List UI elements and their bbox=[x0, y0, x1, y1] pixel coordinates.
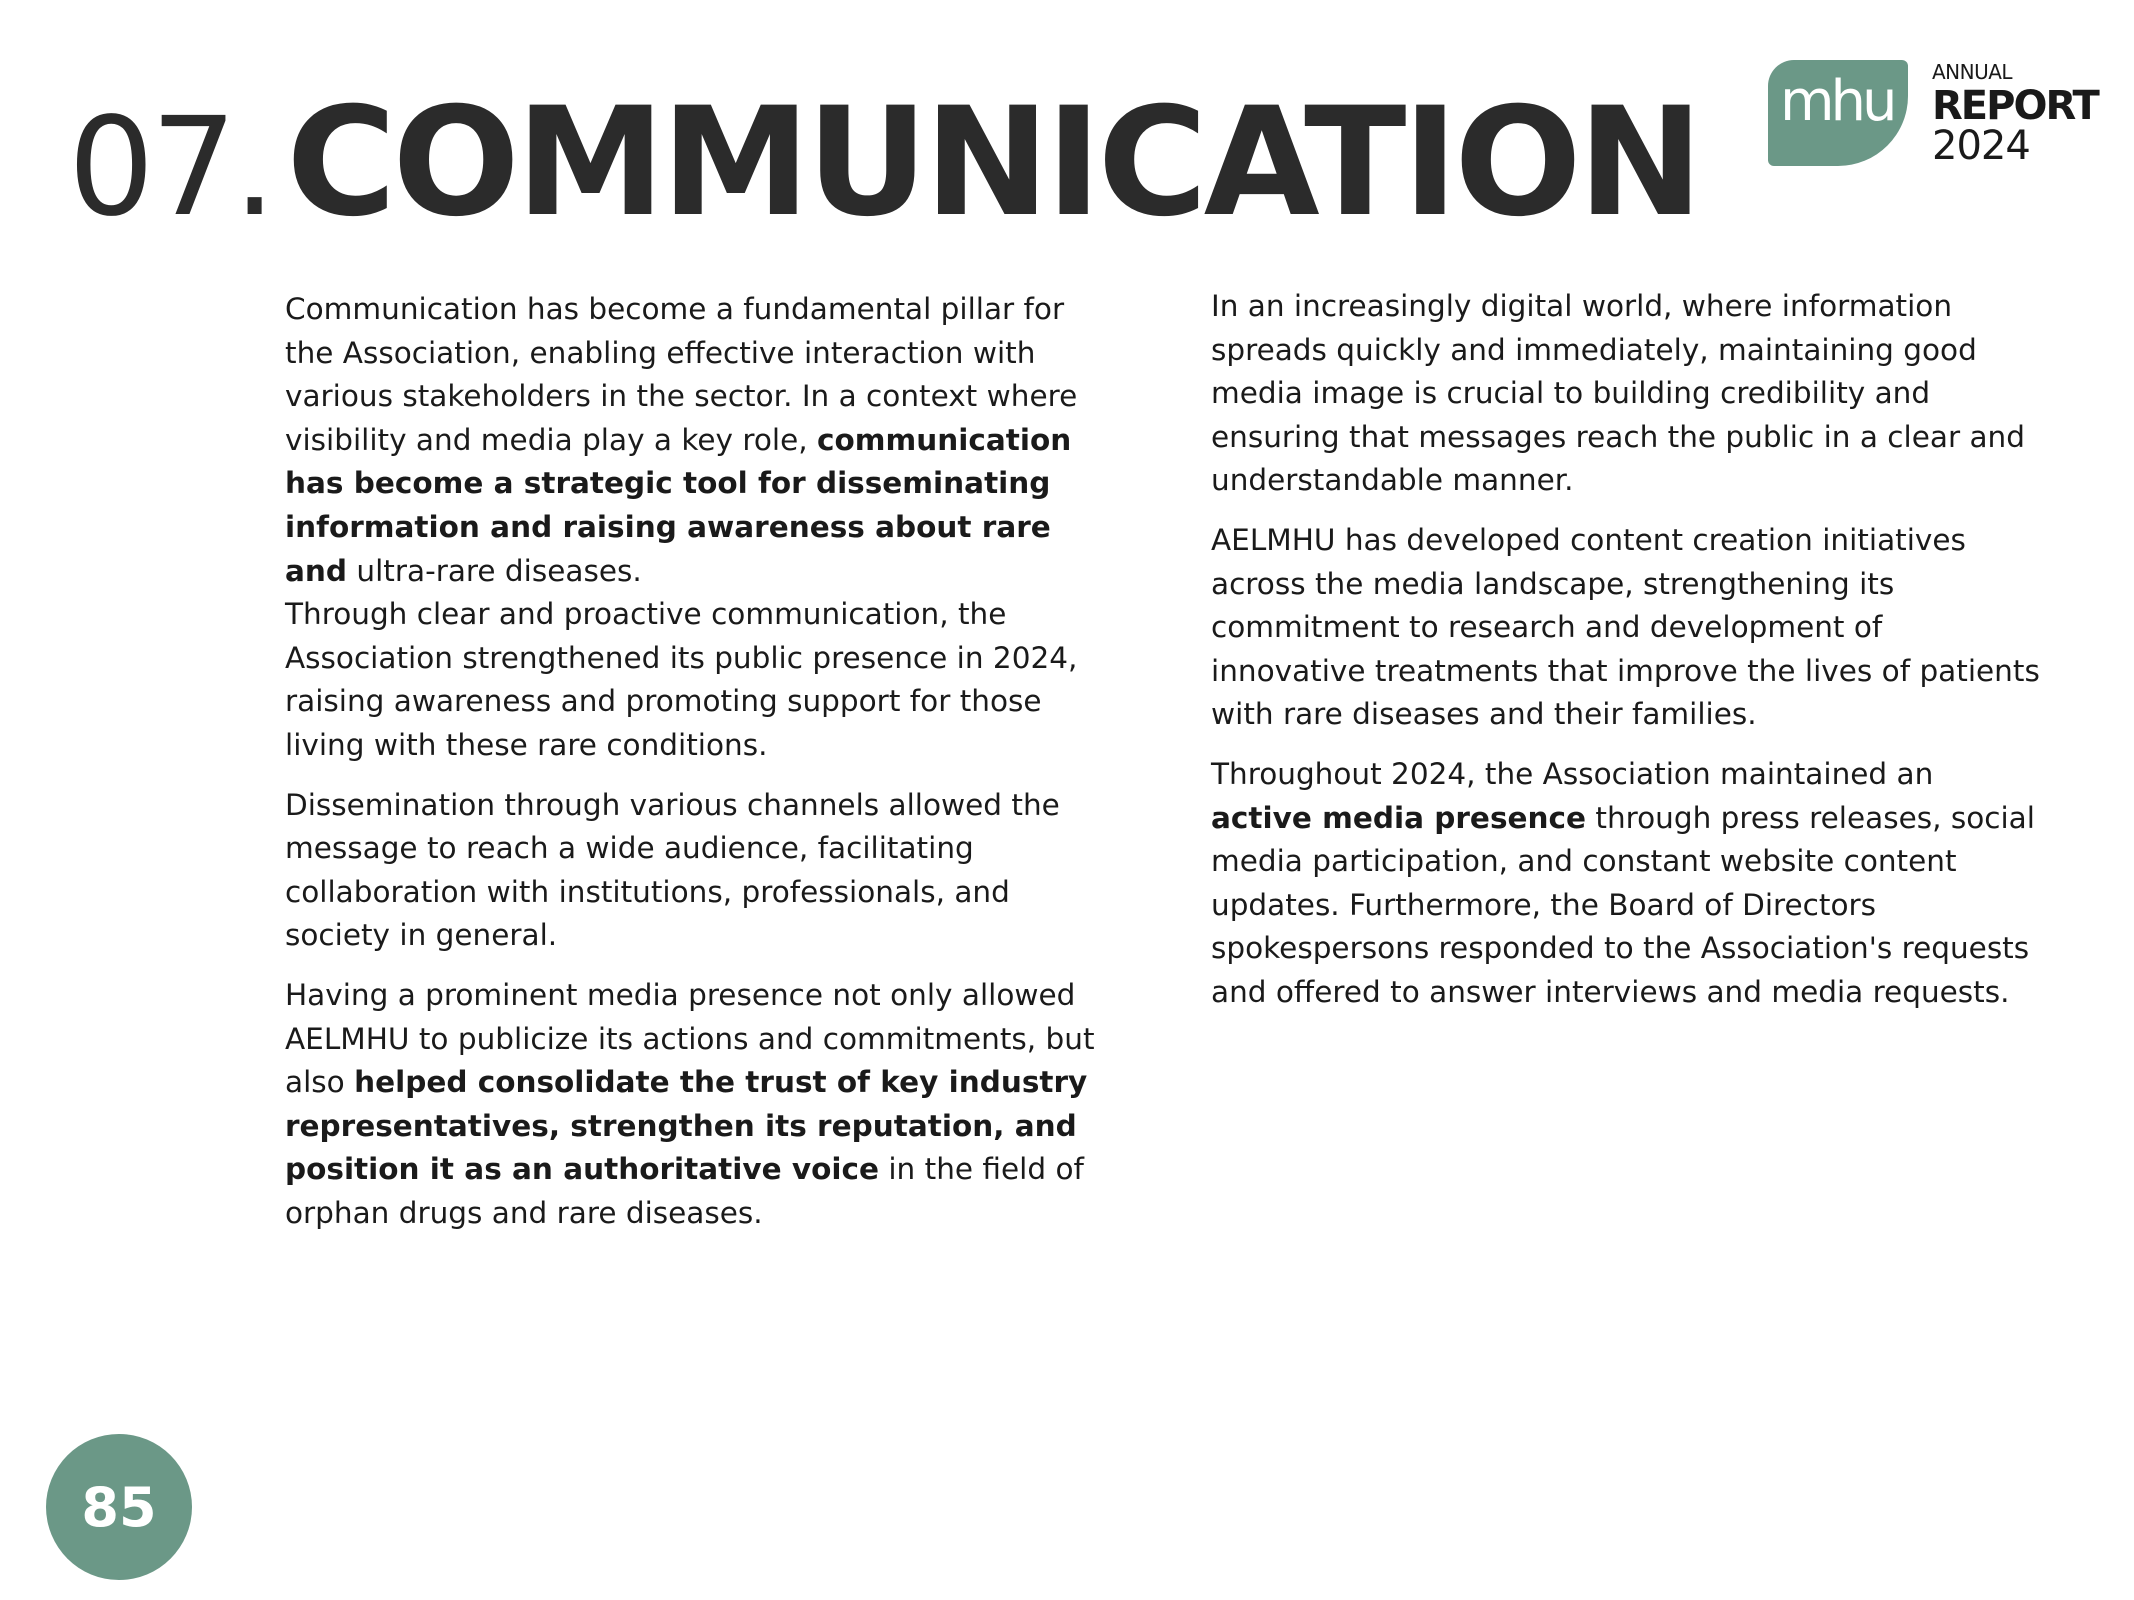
logo-annual: ANNUAL bbox=[1932, 60, 2013, 84]
logo-year: 2024 bbox=[1932, 123, 2030, 169]
right-p3-text-a: Throughout 2024, the Association maintained an bbox=[1211, 756, 1934, 791]
left-p1-text-a: Communication has become a fundamental pillar for the Association, enabling effective interaction with various stakeholders in the sector. In a context where visibility and media play a key role, bbox=[285, 292, 1078, 457]
left-paragraph-3 bbox=[285, 974, 1095, 1236]
logo-report: REPORT bbox=[1932, 83, 2098, 129]
left-p3-bold: helped consolidate the trust of key industry representatives, strengthen its reputation, and position it as an authoritative voice bbox=[285, 1065, 1088, 1187]
left-p1-bold: communication has become a strategic tool for disseminating information and raising awareness about rare and bbox=[285, 422, 1072, 588]
mhu-logo-mark bbox=[1768, 60, 1908, 166]
page-heading bbox=[68, 76, 1700, 250]
right-paragraph-2: AELMHU has developed content creation initiatives across the media landscape, strengthening its commitment to research and development of innovative treatments that improve the lives of patients with rare diseases and their families. bbox=[1211, 522, 2040, 732]
right-paragraph-1: In an increasingly digital world, where information spreads quickly and immediately, maintaining good media image is crucial to building credibility and ensuring that messages reach the public in a clear and understandable manner. bbox=[1211, 289, 2025, 498]
logo-text bbox=[1932, 60, 2098, 169]
annual-report-logo bbox=[1768, 60, 2098, 170]
left-p1-text-d: Through clear and proactive communication, the Association strengthened its public presence in 2024, raising awareness and promoting support for those living with these rare conditions. bbox=[285, 597, 1078, 762]
left-paragraph-2: Dissemination through various channels allowed the message to reach a wide audience, facilitating collaboration with institutions, professionals, and society in general. bbox=[285, 787, 1060, 953]
logo-mark-text: mhu bbox=[1780, 69, 1894, 134]
left-paragraph-1 bbox=[285, 288, 1095, 768]
right-p3-text-c: through press releases, social media participation, and constant website content updates. Furthermore, the Board of Directors spokespersons responded to the Association's requests and offered to answer interviews and media requests. bbox=[1211, 800, 2035, 1009]
left-column bbox=[285, 288, 1095, 1251]
left-p3-text-a: Having a prominent media presence not only allowed AELMHU to publicize its actions and commitments, but also bbox=[285, 977, 1095, 1100]
section-title: COMMUNICATION bbox=[286, 76, 1700, 250]
left-p3-text-c: in the field of orphan drugs and rare diseases. bbox=[285, 1152, 1084, 1230]
right-column bbox=[1211, 285, 2041, 1031]
right-p3-bold: active media presence bbox=[1211, 800, 1587, 835]
page-number-badge bbox=[46, 1434, 192, 1580]
right-paragraph-3 bbox=[1211, 753, 2041, 1015]
section-number: 07. bbox=[68, 89, 273, 247]
left-p1-text-c: ultra-rare diseases. bbox=[347, 553, 642, 588]
page-number: 85 bbox=[81, 1475, 157, 1539]
